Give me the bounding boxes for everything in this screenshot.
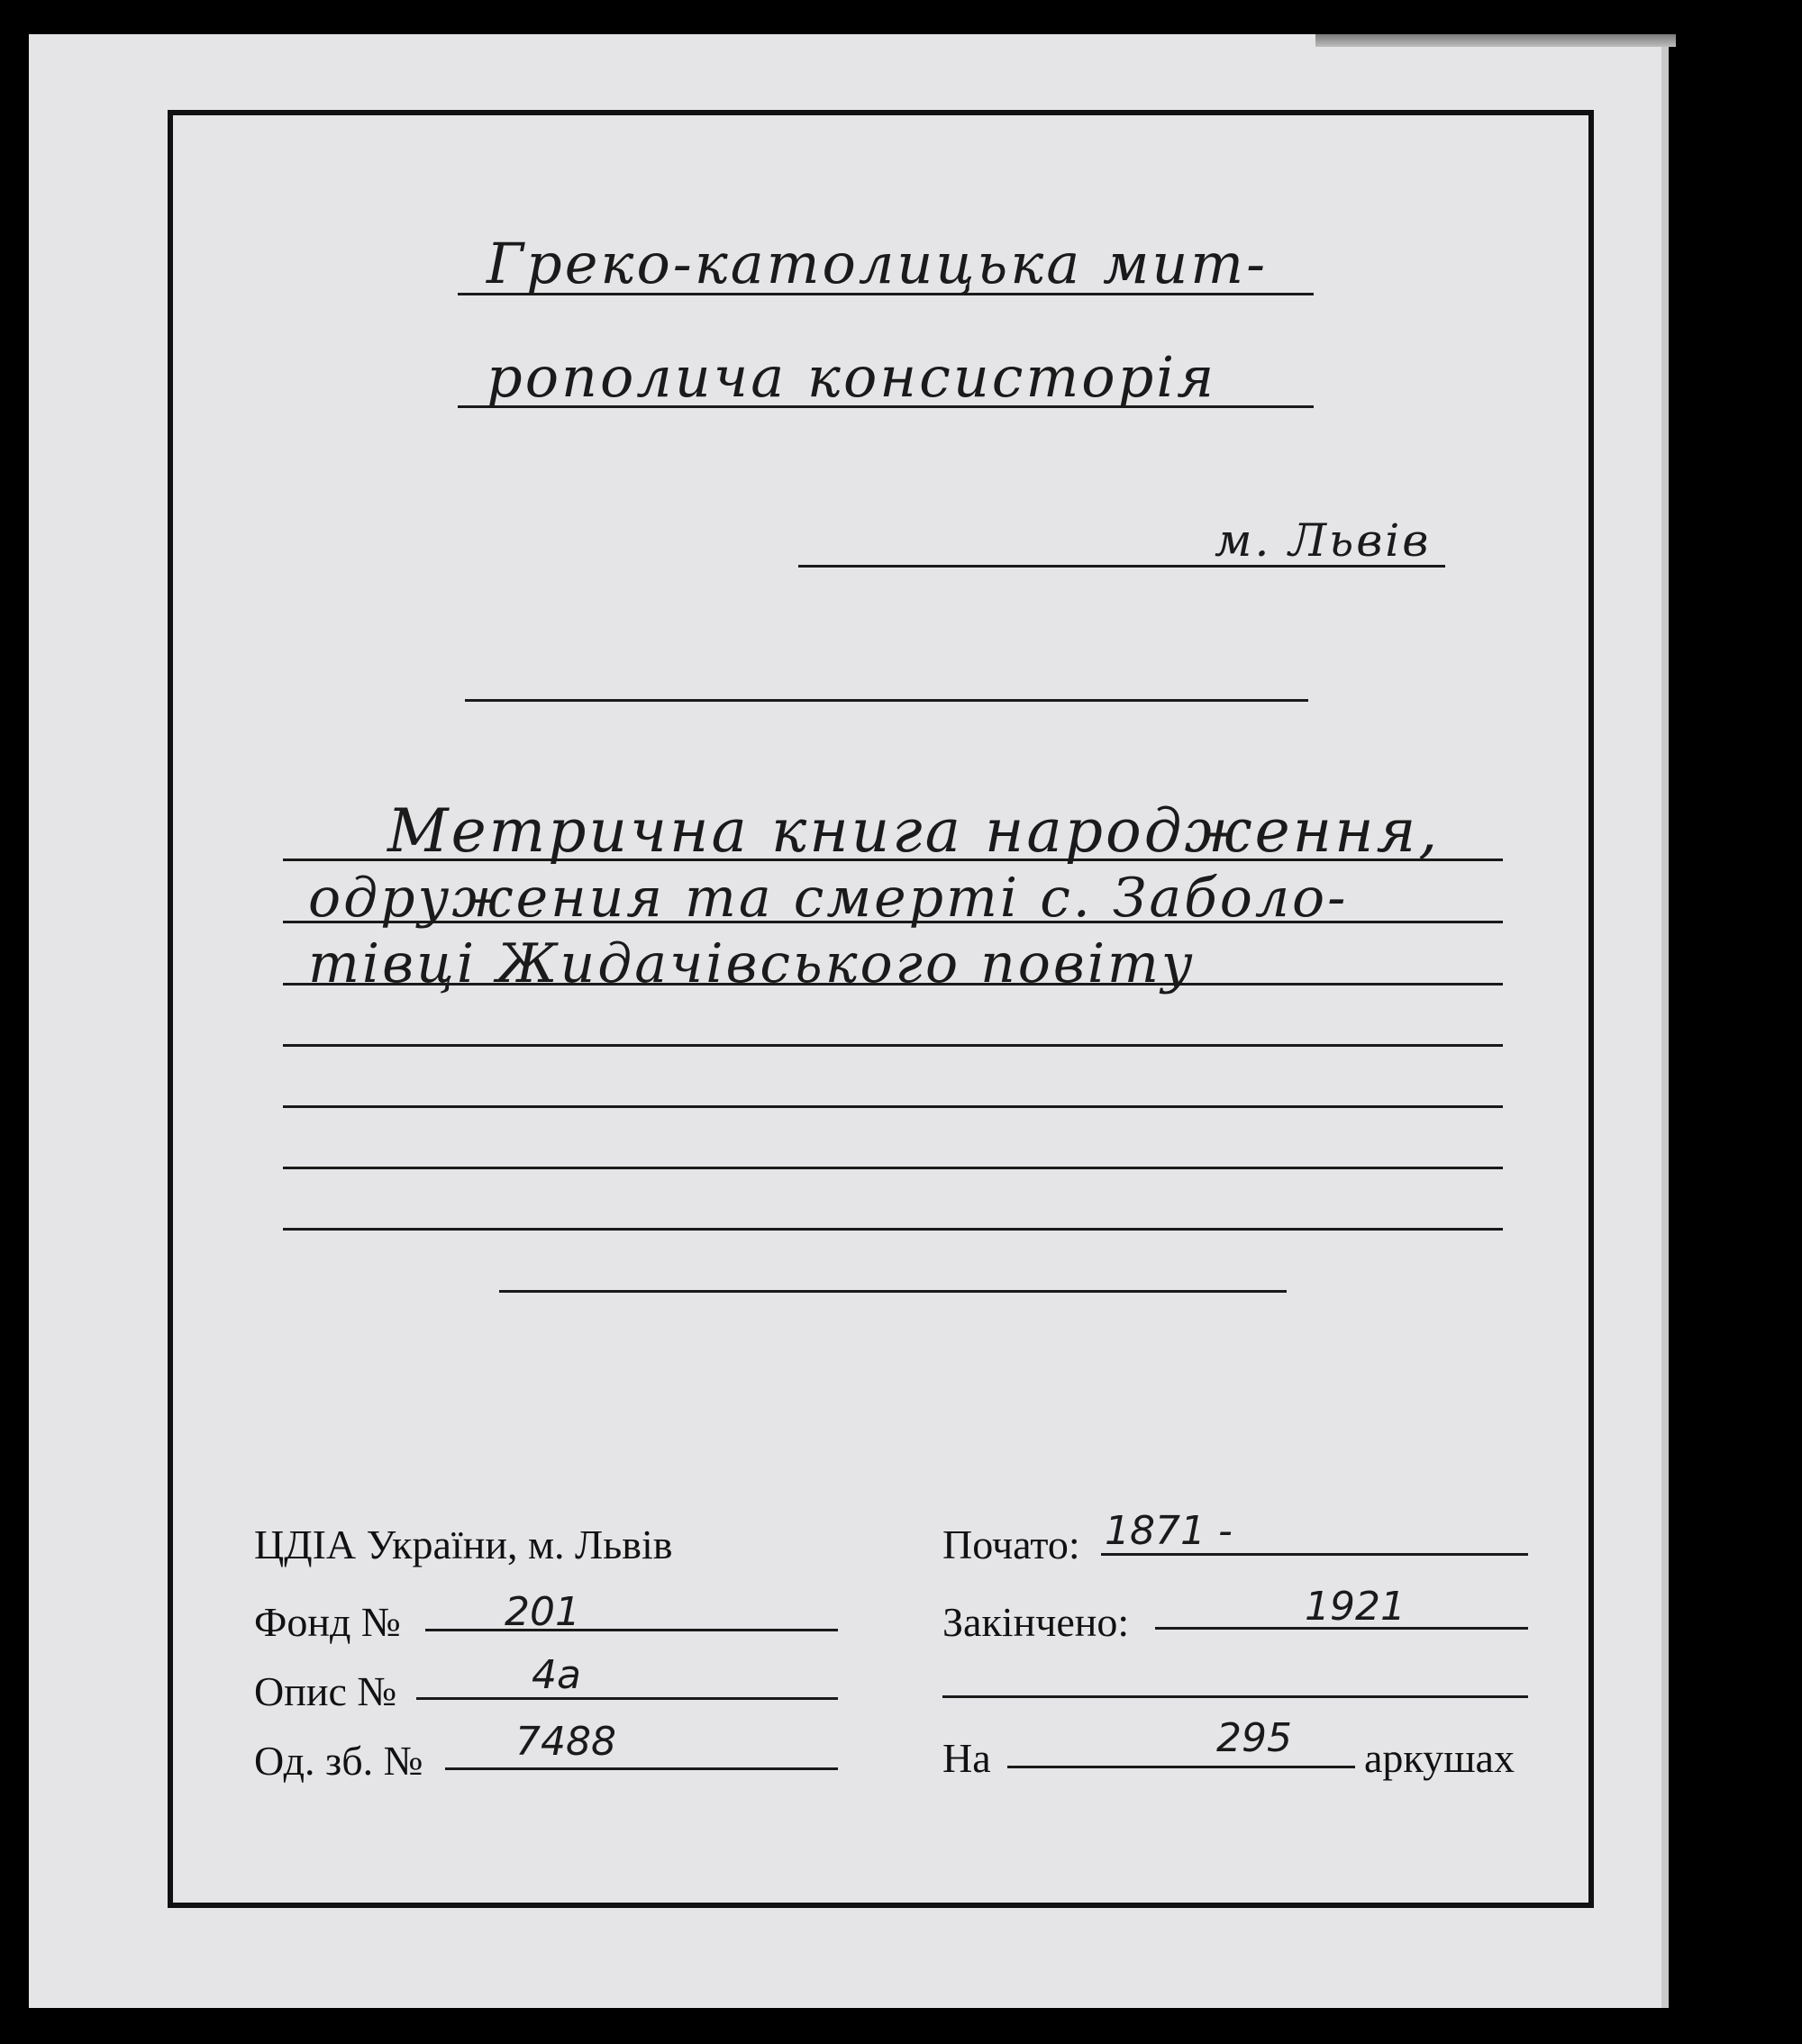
blank-rule-6 <box>499 1290 1287 1293</box>
institution-line-1-rule <box>458 293 1314 295</box>
title-line-2-rule <box>283 921 1503 923</box>
fond-rule <box>425 1629 838 1631</box>
started-label: Почато: <box>942 1522 1080 1567</box>
institution-line-2: рополича консисторія <box>487 344 1217 410</box>
institution-line-1: Греко-католицька мит- <box>487 231 1269 296</box>
title-line-3-rule <box>283 983 1503 986</box>
archive-name: ЦДІА України, м. Львів <box>254 1522 673 1567</box>
institution-line-2-rule <box>458 405 1314 408</box>
ended-value: 1921 <box>1305 1584 1406 1630</box>
od-zb-rule <box>445 1767 838 1770</box>
title-line-1: Метрична книга народження, <box>387 796 1441 866</box>
fond-value: 201 <box>505 1589 580 1635</box>
blank-rule-2 <box>283 1044 1503 1047</box>
opys-value: 4а <box>532 1652 581 1698</box>
blank-rule-3 <box>283 1105 1503 1108</box>
blank-rule-5 <box>283 1228 1503 1231</box>
blank-rule-1 <box>465 699 1308 702</box>
blank-rule-4 <box>283 1167 1503 1169</box>
ended-rule <box>1155 1627 1528 1630</box>
opys-rule <box>416 1697 838 1700</box>
sheets-rule <box>1007 1766 1355 1768</box>
city-label: м. Львів <box>1215 514 1432 567</box>
sheets-prefix: На <box>942 1735 991 1781</box>
opys-label: Опис № <box>254 1668 397 1714</box>
od-zb-label: Од. зб. № <box>254 1738 423 1784</box>
sheets-value: 295 <box>1216 1715 1292 1761</box>
ended-label: Закінчено: <box>942 1599 1130 1645</box>
sheets-suffix: аркушах <box>1364 1735 1515 1781</box>
started-value: 1871 - <box>1105 1508 1233 1554</box>
page-edge-shadow <box>1315 34 1676 47</box>
title-line-3: тівці Жидачівського повіту <box>308 932 1196 995</box>
title-line-2: одружения та смерті с. Заболо- <box>308 867 1349 930</box>
city-rule <box>798 565 1445 568</box>
dates-blank-rule <box>942 1695 1528 1698</box>
od-zb-value: 7488 <box>515 1719 616 1765</box>
started-rule <box>1101 1553 1528 1556</box>
fond-label: Фонд № <box>254 1599 401 1645</box>
title-line-1-rule <box>283 858 1503 861</box>
